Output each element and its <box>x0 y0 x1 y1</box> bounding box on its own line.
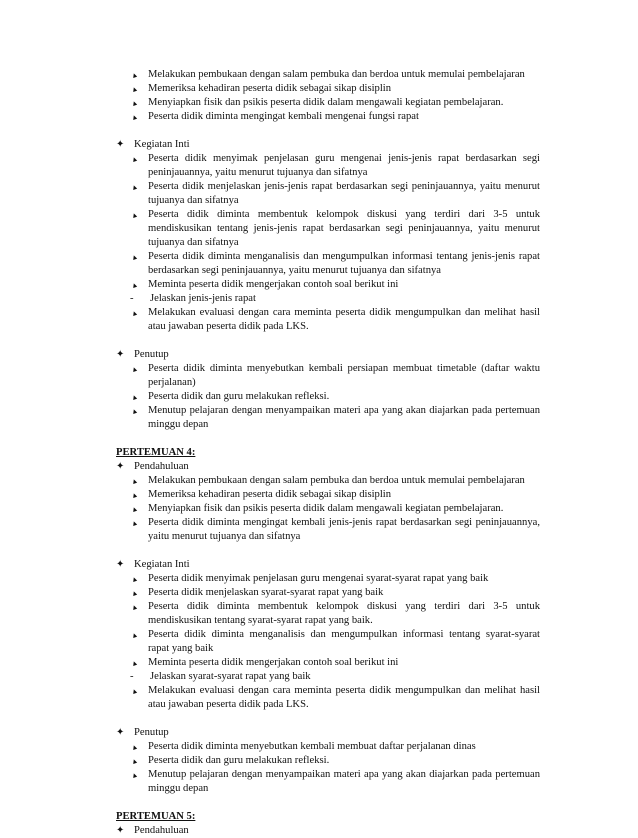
list-item-text: Melakukan evaluasi dengan cara meminta peserta didik mengumpulkan dan melihat hasil atau jawaban peserta didik pada LKS. <box>148 685 540 710</box>
arrowhead-icon: ▲ <box>129 84 140 94</box>
list-item-text: Menyiapkan fisik dan psikis peserta didik dalam mengawali kegiatan pembelajaran. <box>148 503 504 514</box>
list-item <box>116 96 540 110</box>
list-item-text: Memeriksa kehadiran peserta didik sebagai sikap disiplin <box>148 83 391 94</box>
arrowhead-icon: ▲ <box>129 210 140 220</box>
dash-marker: - <box>130 293 134 304</box>
list-item-text: Melakukan evaluasi dengan cara meminta peserta didik mengumpulkan dan melihat hasil atau jawaban peserta didik pada LKS. <box>148 307 540 332</box>
arrowhead-icon: ▲ <box>129 182 140 192</box>
section-heading <box>116 558 540 572</box>
arrowhead-icon: ▲ <box>129 574 140 584</box>
section-heading-text: Kegiatan Inti <box>134 559 190 570</box>
arrowhead-icon: ▲ <box>129 630 140 640</box>
list-item <box>116 656 540 670</box>
list-item-text: Peserta didik menjelaskan jenis-jenis rapat berdasarkan segi peninjauannya, yaitu menurut tujuanya dan sifatnya <box>148 181 540 206</box>
list-item-text: Peserta didik diminta menganalisis dan mengumpulkan informasi tentang jenis-jenis rapat berdasarkan segi peninjauannya, yaitu menurut tujuanya dan sifatnya <box>148 251 540 276</box>
arrowhead-icon: ▲ <box>129 756 140 766</box>
list-item-text: Peserta didik diminta menganalisis dan mengumpulkan informasi tentang syarat-syarat rapat yang baik <box>148 629 540 654</box>
arrowhead-icon: ▲ <box>129 742 140 752</box>
arrowhead-icon: ▲ <box>129 70 140 80</box>
list-item-text: Peserta didik diminta menyebutkan kembali membuat daftar perjalanan dinas <box>148 741 476 752</box>
list-item <box>116 754 540 768</box>
list-item <box>116 68 540 82</box>
section-heading <box>116 460 540 474</box>
list-item <box>116 740 540 754</box>
list-item-text: Peserta didik diminta membentuk kelompok diskusi yang terdiri dari 3-5 untuk mendiskusikan tentang syarat-syarat rapat yang baik. <box>148 601 540 626</box>
list-item <box>116 516 540 544</box>
list-item <box>116 502 540 516</box>
section-heading-text: Penutup <box>134 727 169 738</box>
arrowhead-icon: ▲ <box>129 602 140 612</box>
list-item <box>116 362 540 390</box>
list-item-text: Peserta didik dan guru melakukan refleksi. <box>148 755 330 766</box>
list-item-text: Peserta didik dan guru melakukan refleksi. <box>148 391 330 402</box>
arrowhead-icon: ▲ <box>129 252 140 262</box>
arrowhead-icon: ▲ <box>129 504 140 514</box>
list-item <box>116 278 540 292</box>
arrowhead-icon: ▲ <box>129 588 140 598</box>
four-pointed-star-icon: ✦ <box>116 461 125 472</box>
arrowhead-icon: ▲ <box>129 686 140 696</box>
list-item-text: Melakukan pembukaan dengan salam pembuka dan berdoa untuk memulai pembelajaran <box>148 475 525 486</box>
arrowhead-icon: ▲ <box>129 490 140 500</box>
arrowhead-icon: ▲ <box>129 280 140 290</box>
list-item-text: Peserta didik menjelaskan syarat-syarat rapat yang baik <box>148 587 384 598</box>
list-item <box>116 82 540 96</box>
list-item-text: Peserta didik diminta membentuk kelompok diskusi yang terdiri dari 3-5 untuk mendiskusikan tentang jenis-jenis rapat berdasarkan segi peninjauannya, yaitu menurut tujuanya dan sifatnya <box>148 209 540 248</box>
list-item-text: Peserta didik menyimak penjelasan guru mengenai jenis-jenis rapat berdasarkan segi peninjauannya, yaitu menurut tujuanya dan sifatnya <box>148 153 540 178</box>
section-heading-text: Pendahuluan <box>134 461 189 472</box>
arrowhead-icon: ▲ <box>129 112 140 122</box>
arrowhead-icon: ▲ <box>129 308 140 318</box>
list-item <box>116 768 540 796</box>
dash-marker: - <box>130 671 134 682</box>
list-item-text: Peserta didik menyimak penjelasan guru mengenai syarat-syarat rapat yang baik <box>148 573 489 584</box>
arrowhead-icon: ▲ <box>129 770 140 780</box>
list-item <box>116 110 540 124</box>
list-item-text: Meminta peserta didik mengerjakan contoh soal berikut ini <box>148 657 399 668</box>
arrowhead-icon: ▲ <box>129 406 140 416</box>
dash-list-item <box>116 670 540 684</box>
arrowhead-icon: ▲ <box>129 658 140 668</box>
section-heading <box>116 824 540 838</box>
four-pointed-star-icon: ✦ <box>116 559 125 570</box>
arrowhead-icon: ▲ <box>129 392 140 402</box>
dash-item-text: Jelaskan syarat-syarat rapat yang baik <box>150 671 311 682</box>
list-item <box>116 180 540 208</box>
arrowhead-icon: ▲ <box>129 364 140 374</box>
arrowhead-icon: ▲ <box>129 98 140 108</box>
dash-list-item <box>116 292 540 306</box>
list-item-text: Peserta didik diminta mengingat kembali mengenai fungsi rapat <box>148 111 419 122</box>
four-pointed-star-icon: ✦ <box>116 139 125 150</box>
four-pointed-star-icon: ✦ <box>116 825 125 836</box>
meeting-heading: PERTEMUAN 5: <box>116 811 196 822</box>
meeting-heading: PERTEMUAN 4: <box>116 447 196 458</box>
list-item <box>116 628 540 656</box>
arrowhead-icon: ▲ <box>129 476 140 486</box>
blank-line <box>116 334 540 348</box>
section-heading <box>116 726 540 740</box>
section-heading-text: Penutup <box>134 349 169 360</box>
list-item <box>116 208 540 250</box>
list-item <box>116 306 540 334</box>
blank-line <box>116 712 540 726</box>
list-item <box>116 404 540 432</box>
dash-item-text: Jelaskan jenis-jenis rapat <box>150 293 256 304</box>
list-item-text: Menyiapkan fisik dan psikis peserta didik dalam mengawali kegiatan pembelajaran. <box>148 97 504 108</box>
blank-line <box>116 432 540 446</box>
list-item-text: Memeriksa kehadiran peserta didik sebagai sikap disiplin <box>148 489 391 500</box>
section-heading-text: Pendahuluan <box>134 825 189 836</box>
list-item <box>116 250 540 278</box>
arrowhead-icon: ▲ <box>129 518 140 528</box>
blank-line <box>116 796 540 810</box>
list-item <box>116 586 540 600</box>
list-item-text: Melakukan pembukaan dengan salam pembuka dan berdoa untuk memulai pembelajaran <box>148 69 525 80</box>
list-item <box>116 488 540 502</box>
list-item-text: Meminta peserta didik mengerjakan contoh soal berikut ini <box>148 279 399 290</box>
blank-line <box>116 124 540 138</box>
list-item-text: Menutup pelajaran dengan menyampaikan materi apa yang akan diajarkan pada pertemuan minggu depan <box>148 769 540 794</box>
list-item <box>116 600 540 628</box>
list-item <box>116 390 540 404</box>
list-item-text: Peserta didik diminta mengingat kembali jenis-jenis rapat berdasarkan segi peninjauannya, yaitu menurut tujuanya dan sifatnya <box>148 517 540 542</box>
section-heading <box>116 348 540 362</box>
blank-line <box>116 544 540 558</box>
list-item <box>116 152 540 180</box>
list-item <box>116 572 540 586</box>
list-item <box>116 474 540 488</box>
four-pointed-star-icon: ✦ <box>116 727 125 738</box>
section-heading-text: Kegiatan Inti <box>134 139 190 150</box>
section-heading <box>116 138 540 152</box>
list-item <box>116 684 540 712</box>
list-item-text: Menutup pelajaran dengan menyampaikan materi apa yang akan diajarkan pada pertemuan minggu depan <box>148 405 540 430</box>
list-item-text: Peserta didik diminta menyebutkan kembali persiapan membuat timetable (daftar waktu perjalanan) <box>148 363 540 388</box>
four-pointed-star-icon: ✦ <box>116 349 125 360</box>
lesson-plan-content <box>116 68 540 838</box>
arrowhead-icon: ▲ <box>129 154 140 164</box>
